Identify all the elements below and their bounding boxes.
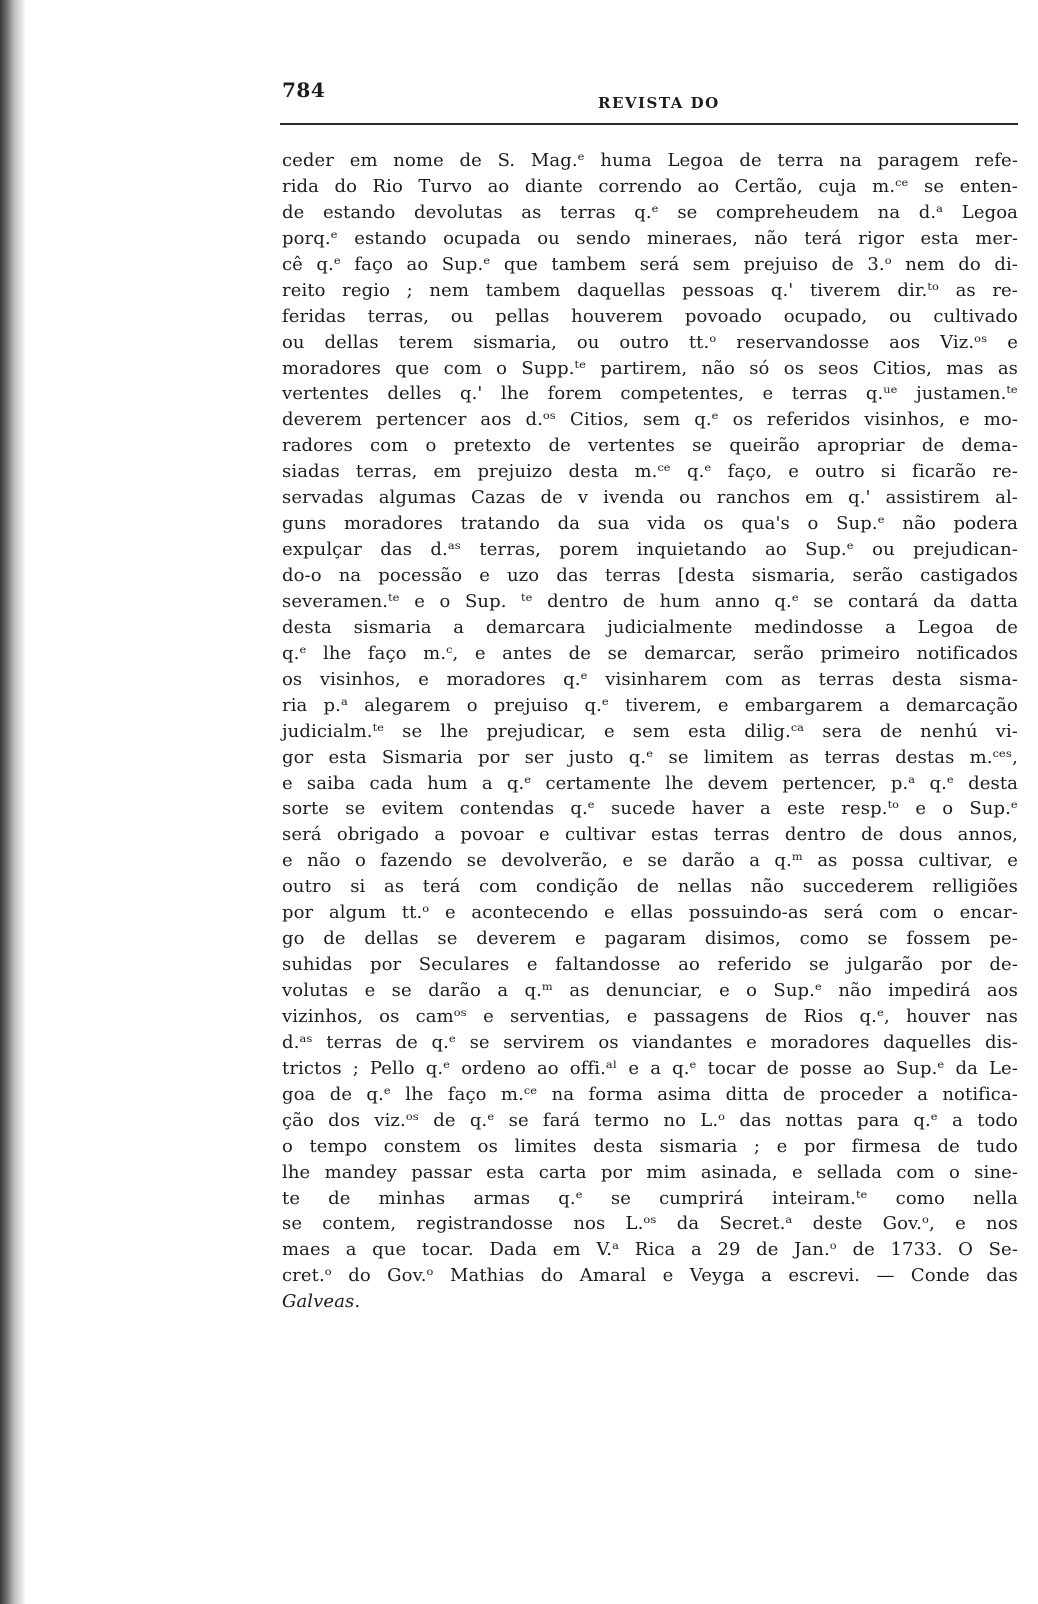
text-line: volutas e se darão a q.ᵐ as denunciar, e o Sup.ᵉ não impedirá aos [282,980,1018,1001]
page-binding-shadow [0,0,26,1604]
text-line: radores com o pretexto de vertentes se queirão apropriar de dema- [282,435,1018,457]
text-line: reito regio ; nem tambem daquellas pessoas q.' tiverem dir.ᵗᵒ as re- [282,279,1018,301]
text-line: cret.ᵒ do Gov.ᵒ Mathias do Amaral e Veyga a escrevi. — Conde das [282,1265,1018,1287]
text-line: d.ᵃˢ terras de q.ᵉ se servirem os viandantes e moradores daquelles dis- [282,1031,1018,1053]
text-line: Galveas. [282,1291,361,1313]
text-line: expulçar das d.ᵃˢ terras, porem inquietando ao Sup.ᵉ ou prejudican- [282,539,1018,561]
text-line: deverem pertencer aos d.ᵒˢ Citios, sem q.ᵉ os referidos visinhos, e mo- [282,409,1018,431]
text-line: guns moradores tratando da sua vida os qua's o Sup.ᵉ não podera [282,513,1018,535]
text-line: goa de q.ᵉ lhe faço m.ᶜᵉ na forma asima ditta de proceder a notifica- [282,1083,1018,1105]
header-rule [280,123,1018,125]
text-line: moradores que com o Supp.ᵗᵉ partirem, não só os seos Citios, mas as [282,357,1018,379]
text-line: rida do Rio Turvo ao diante correndo ao Certão, cuja m.ᶜᵉ se enten- [282,175,1018,197]
text-line: suhidas por Seculares e faltandosse ao referido se julgarão por de- [282,954,1018,976]
body-text [282,148,1018,1315]
text-line: lhe mandey passar esta carta por mim asinada, e sellada com o sine- [282,1161,1018,1183]
text-line: outro si as terá com condição de nellas não succederem relligiões [282,876,1018,898]
text-line: siadas terras, em prejuizo desta m.ᶜᵉ q.ᵉ faço, e outro si ficarão re- [282,461,1018,483]
text-line: os visinhos, e moradores q.ᵉ visinharem com as terras desta sisma- [282,668,1018,690]
text-line: o tempo constem os limites desta sismaria ; e por firmesa de tudo [282,1135,1018,1157]
text-line: ceder em nome de S. Mag.ᵉ huma Legoa de terra na paragem refe- [282,150,1018,171]
text-line: servadas algumas Cazas de v ivenda ou ranchos em q.' assistirem al- [282,487,1018,509]
text-line: severamen.ᵗᵉ e o Sup. ᵗᵉ dentro de hum anno q.ᵉ se contará da datta [282,590,1018,612]
text-line: go de dellas se deverem e pagaram disimos, como se fossem pe- [282,928,1018,950]
text-line: e saiba cada hum a q.ᵉ certamente lhe devem pertencer, p.ᵃ q.ᵉ desta [282,772,1018,794]
text-line: ria p.ᵃ alegarem o prejuiso q.ᵉ tiverem, e embargarem a demarcação [282,694,1018,716]
text-line: te de minhas armas q.ᵉ se cumprirá inteiram.ᵗᵉ como nella [282,1187,1018,1209]
text-line: ou dellas terem sismaria, ou outro tt.ᵒ reservandosse aos Viz.ᵒˢ e [282,331,1018,353]
text-line: ção dos viz.ᵒˢ de q.ᵉ se fará termo no L.ᵒ das nottas para q.ᵉ a todo [282,1109,1018,1131]
text-line: maes a que tocar. Dada em V.ᵃ Rica a 29 de Jan.ᵒ de 1733. O Se- [282,1239,1018,1261]
text-line: vizinhos, os camᵒˢ e serventias, e passagens de Rios q.ᵉ, houver nas [282,1005,1018,1027]
text-line: se contem, registrandosse nos L.ᵒˢ da Secret.ᵃ deste Gov.ᵒ, e nos [282,1213,1018,1235]
text-line: cê q.ᵉ faço ao Sup.ᵉ que tambem será sem prejuiso de 3.ᵒ nem do di- [282,253,1018,275]
page-header [282,78,1022,118]
text-line: será obrigado a povoar e cultivar estas terras dentro de dous annos, [282,824,1018,846]
text-line: e não o fazendo se devolverão, e se darão a q.ᵐ as possa cultivar, e [282,850,1018,872]
text-line: porq.ᵉ estando ocupada ou sendo mineraes, não terá rigor esta mer- [282,227,1018,249]
text-line: judicialm.ᵗᵉ se lhe prejudicar, e sem esta dilig.ᶜᵃ sera de nenhú vi- [282,720,1018,742]
text-line: trictos ; Pello q.ᵉ ordeno ao offi.ᵃˡ e a q.ᵉ tocar de posse ao Sup.ᵉ da Le- [282,1057,1018,1079]
text-line: vertentes delles q.' lhe forem competentes, e terras q.ᵘᵉ justamen.ᵗᵉ [282,383,1018,405]
text-line: q.ᵉ lhe faço m.ᶜ, e antes de se demarcar, serão primeiro notificados [282,642,1018,664]
text-line: de estando devolutas as terras q.ᵉ se compreheudem na d.ᵃ Legoa [282,201,1018,223]
text-line: por algum tt.ᵒ e acontecendo e ellas possuindo-as será com o encar- [282,902,1018,924]
text-line: sorte se evitem contendas q.ᵉ sucede haver a este resp.ᵗᵒ e o Sup.ᵉ [282,798,1018,820]
text-line: desta sismaria a demarcara judicialmente medindosse a Legoa de [282,616,1018,638]
text-line: gor esta Sismaria por ser justo q.ᵉ se limitem as terras destas m.ᶜᵉˢ, [282,746,1018,768]
text-line: do-o na pocessão e uzo das terras [desta sismaria, serão castigados [282,565,1018,586]
page-number: 784 [282,78,326,102]
text-line: feridas terras, ou pellas houverem povoado ocupado, ou cultivado [282,305,1018,327]
running-head: REVISTA DO [598,94,720,112]
